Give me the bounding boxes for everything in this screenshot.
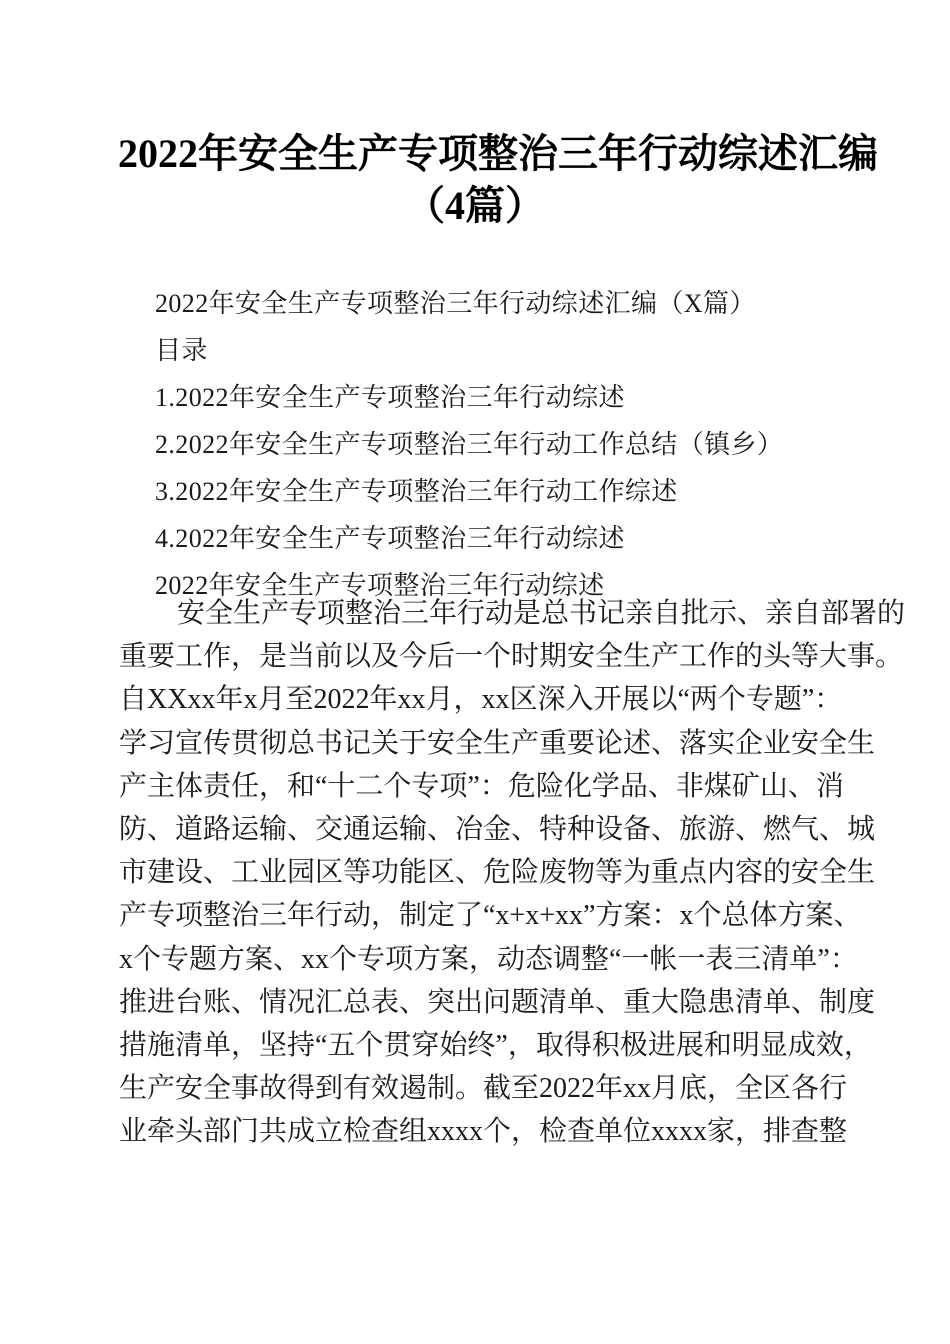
body-line: x个专题方案、xx个专项方案，动态调整“一帐一表三清单”： [119, 943, 858, 975]
page-title [118, 128, 878, 232]
toc-label: 目录 [155, 336, 208, 365]
toc-item-2[interactable]: 2.2022年安全生产专项整治三年行动工作总结（镇乡） [155, 430, 784, 459]
body-line: 重要工作，是当前以及今后一个时期安全生产工作的头等大事。 [119, 641, 904, 673]
page-title-line-1: 2022年安全生产专项整治三年行动综述汇编 [118, 131, 878, 176]
page-title-line-2: （4篇） [405, 183, 545, 228]
body-line: 推进台账、情况汇总表、突出问题清单、重大隐患清单、制度 [119, 986, 876, 1018]
toc-heading-line: 2022年安全生产专项整治三年行动综述汇编（X篇） [155, 289, 756, 318]
body-line: 自XXxx年x月至2022年xx月，xx区深入开展以“两个专题”： [119, 684, 843, 716]
section-heading: 2022年安全生产专项整治三年行动综述 [155, 571, 605, 600]
body-line: 防、道路运输、交通运输、冶金、特种设备、旅游、燃气、城 [119, 814, 876, 846]
body-line: 产专项整治三年行动，制定了“x+x+xx”方案：x个总体方案、 [119, 900, 862, 932]
body-line: 安全生产专项整治三年行动是总书记亲自批示、亲自部署的 [177, 598, 906, 629]
table-of-contents [155, 280, 855, 609]
body-line: 措施清单，坚持“五个贯穿始终”，取得积极进展和明显成效， [119, 1030, 872, 1062]
body-line: 市建设、工业园区等功能区、危险废物等为重点内容的安全生 [119, 857, 876, 889]
body-line: 产主体责任，和“十二个专项”：危险化学品、非煤矿山、消 [119, 770, 844, 802]
toc-item-4[interactable]: 4.2022年安全生产专项整治三年行动综述 [155, 524, 625, 553]
body-line: 学习宣传贯彻总书记关于安全生产重要论述、落实企业安全生 [119, 727, 876, 759]
toc-item-3[interactable]: 3.2022年安全生产专项整治三年行动工作综述 [155, 477, 678, 506]
body-line: 业牵头部门共成立检查组xxxx个，检查单位xxxx家，排查整 [119, 1116, 848, 1148]
toc-item-1[interactable]: 1.2022年安全生产专项整治三年行动综述 [155, 383, 625, 412]
body-line: 生产安全事故得到有效遏制。截至2022年xx月底，全区各行 [119, 1073, 848, 1105]
body-paragraph [119, 592, 906, 1154]
